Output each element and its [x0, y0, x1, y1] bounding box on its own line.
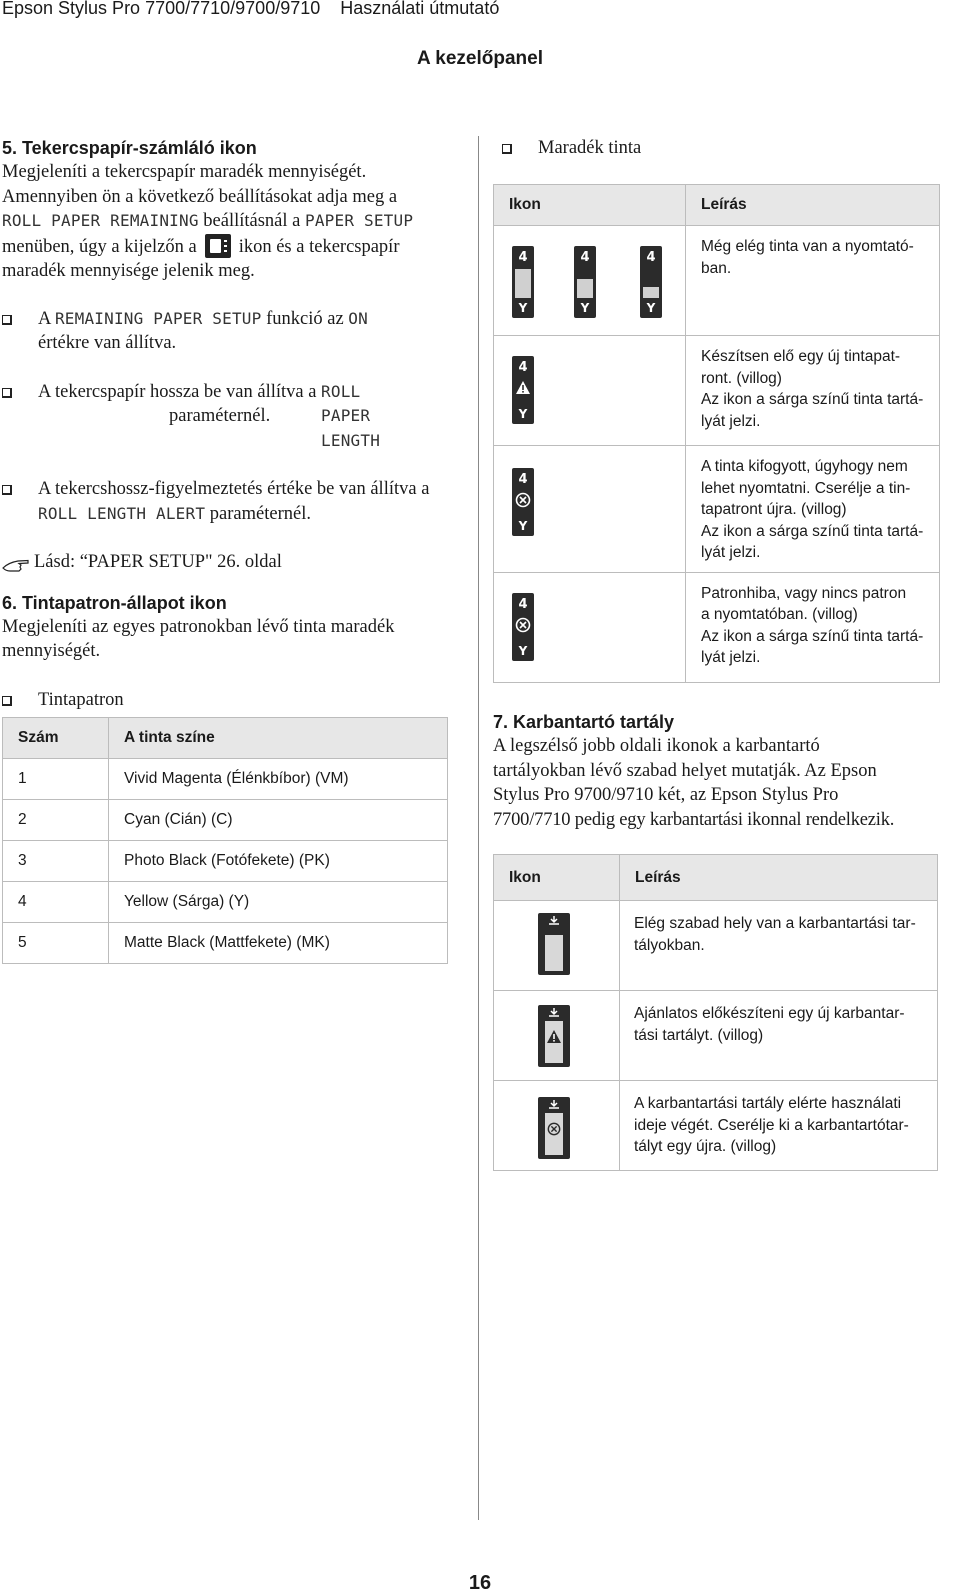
warning-icon: [515, 380, 531, 396]
roll-counter-line4: [2, 234, 457, 260]
ink-warning-icon-cell: [494, 336, 686, 446]
ink-cartridge-full-icon: 4 Y: [512, 246, 534, 318]
roll-counter-line1: Megjeleníti a tekercspapír maradék mennyiségét.: [2, 162, 367, 182]
cell-color: Cyan (Cián) (C): [109, 800, 448, 841]
code-roll-paper-remaining: ROLL PAPER REMAINING: [2, 211, 199, 230]
table-row: [494, 446, 940, 573]
table-row: [3, 882, 448, 923]
ink-cartridge-warning-icon: 4 Y: [512, 356, 534, 424]
cell-number: 3: [3, 841, 109, 882]
column-header-icon: Ikon: [494, 185, 686, 226]
table-row: [3, 759, 448, 800]
ink-cartridge-partial-icon: 4 Y: [574, 246, 596, 318]
maintenance-warning-icon-cell: [494, 991, 620, 1081]
table-header-row: [3, 718, 448, 759]
ink-color-table: [2, 717, 448, 964]
column-header-description: Leírás: [686, 185, 940, 226]
roll-counter-line2: Amennyiben ön a következő beállításokat adja meg a: [2, 186, 398, 207]
bullet-roll-paper-length: A tekercspapír hossza be van állítva a ROLL PAPER LENGTHparaméternél.: [2, 380, 457, 454]
text-icon-and: ikon és a tekercspapír: [238, 236, 400, 257]
maintenance-text: A legszélső jobb oldali ikonok a karbantartó tartályokban lévő szabad helyet mutatják. Az Epson Stylus Pro 9700/9710 két, az Epson Stylus Pro 7700/7710 pedig egy karbantartási ikonnal rendelkezik.: [493, 736, 895, 830]
column-header-ink-color: A tinta színe: [109, 718, 448, 759]
x-circle-icon: [515, 617, 531, 633]
table-row: [494, 572, 940, 682]
text-setting-in: beállításnál a: [203, 211, 301, 231]
section-title: A kezelőpanel: [416, 48, 543, 69]
product-name: Epson Stylus Pro 7700/7710/9700/9710: [2, 0, 321, 18]
table-row: [3, 841, 448, 882]
cell-color: Vivid Magenta (Élénkbíbor) (VM): [109, 759, 448, 800]
running-header: [2, 0, 499, 19]
bullet-roll-length-alert: A tekercshossz-figyelmeztetés értéke be van állítva a ROLL LENGTH ALERT paraméternél.: [2, 477, 457, 526]
maintenance-tank-table: [493, 854, 938, 1171]
roll-counter-line3: [2, 209, 457, 234]
table-row: [494, 991, 938, 1081]
cell-number: 1: [3, 759, 109, 800]
roll-paper-icon: [205, 234, 231, 258]
ink-empty-icon-cell: [494, 446, 686, 573]
maintenance-section: [493, 710, 953, 832]
code-roll-length-alert: ROLL LENGTH ALERT: [38, 503, 206, 523]
ink-cartridge-error-icon: 4 Y: [512, 593, 534, 661]
pointing-hand-icon: [2, 557, 30, 573]
checkbox-bullet-icon: [2, 388, 12, 398]
maintenance-ok-icon-cell: [494, 901, 620, 991]
left-column: [2, 136, 457, 712]
checkbox-bullet-icon: [2, 696, 12, 706]
text-menu: menüben, úgy a kijelzőn a: [2, 236, 197, 257]
cell-color: Yellow (Sárga) (Y): [109, 882, 448, 923]
table-row: [494, 901, 938, 991]
cell-number: 2: [3, 800, 109, 841]
cell-color: Photo Black (Fotófekete) (PK): [109, 841, 448, 882]
ink-status-heading: 6. Tintapatron-állapot ikon: [2, 592, 227, 613]
maintenance-tank-full-icon: [538, 1097, 570, 1159]
cell-color: Matte Black (Mattfekete) (MK): [109, 923, 448, 964]
right-column: [502, 136, 960, 161]
description-cell: Elég szabad hely van a karbantartási tar- tályokban.: [620, 901, 938, 991]
description-cell: Még elég tinta van a nyomtató- ban.: [686, 226, 940, 336]
maintenance-full-icon-cell: [494, 1081, 620, 1171]
cell-number: 5: [3, 923, 109, 964]
description-cell: Ajánlatos előkészíteni egy új karbantar- tási tartályt. (villog): [620, 991, 938, 1081]
table-row: [494, 226, 940, 336]
cell-number: 4: [3, 882, 109, 923]
see-also-paper-setup[interactable]: Lásd: “PAPER SETUP" 26. oldal: [2, 550, 457, 575]
ink-cartridge-empty-icon: 4 Y: [512, 468, 534, 536]
checkbox-bullet-icon: [2, 485, 12, 495]
table-row: [494, 336, 940, 446]
description-cell: A tinta kifogyott, úgyhogy nem lehet nyomtatni. Cserélje a tin- tapatront újra. (villog) Az ikon a sárga színű tinta tartá- lyát jelzi.: [686, 446, 940, 573]
guide-title: Használati útmutató: [340, 0, 500, 18]
remaining-ink-table: [493, 184, 940, 683]
bullet-remaining-paper-setup: A REMAINING PAPER SETUP funkció az ON értékre van állítva.: [2, 307, 457, 356]
ink-status-text: Megjeleníti az egyes patronokban lévő tinta maradék mennyiségét.: [2, 616, 395, 661]
code-paper-setup: PAPER SETUP: [305, 211, 414, 230]
bullet-remaining-ink: Maradék tinta: [502, 136, 960, 161]
column-header-number: Szám: [3, 718, 109, 759]
ink-cartridge-low-icon: 4 Y: [640, 246, 662, 318]
table-header-row: [494, 855, 938, 901]
table-row: [3, 923, 448, 964]
description-cell: A karbantartási tartály elérte használati ideje végét. Cserélje ki a karbantartótar- tályt egy újra. (villog): [620, 1081, 938, 1171]
warning-icon: [546, 1029, 562, 1045]
table-header-row: [494, 185, 940, 226]
code-remaining-paper-setup: REMAINING PAPER SETUP: [54, 308, 262, 328]
maintenance-heading: 7. Karbantartó tartály: [493, 712, 675, 732]
code-on: ON: [348, 308, 368, 328]
x-circle-icon: [515, 492, 531, 508]
checkbox-bullet-icon: [502, 144, 512, 154]
description-cell: Patronhiba, vagy nincs patron a nyomtatóban. (villog) Az ikon a sárga színű tinta tartá- lyát jelzi.: [686, 572, 940, 682]
column-header-icon: Ikon: [494, 855, 620, 901]
page-number: 16: [468, 1572, 492, 1594]
code-roll-paper-length: ROLL PAPER LENGTH: [321, 381, 381, 450]
x-circle-icon: [547, 1122, 561, 1136]
column-header-description: Leírás: [620, 855, 938, 901]
roll-counter-text: [2, 160, 457, 284]
maintenance-tank-ok-icon: [538, 913, 570, 975]
bullet-ink-cartridge: Tintapatron: [2, 688, 457, 713]
checkbox-bullet-icon: [2, 315, 12, 325]
roll-counter-heading: 5. Tekercspapír-számláló ikon: [2, 138, 257, 158]
table-row: [3, 800, 448, 841]
maintenance-tank-warning-icon: [538, 1005, 570, 1067]
ink-level-icons-cell: [494, 226, 686, 336]
column-divider: [478, 136, 479, 1520]
table-row: [494, 1081, 938, 1171]
description-cell: Készítsen elő egy új tintapat- ront. (villog) Az ikon a sárga színű tinta tartá- lyát jelzi.: [686, 336, 940, 446]
roll-counter-line5: maradék mennyisége jelenik meg.: [2, 261, 255, 281]
ink-error-icon-cell: [494, 572, 686, 682]
